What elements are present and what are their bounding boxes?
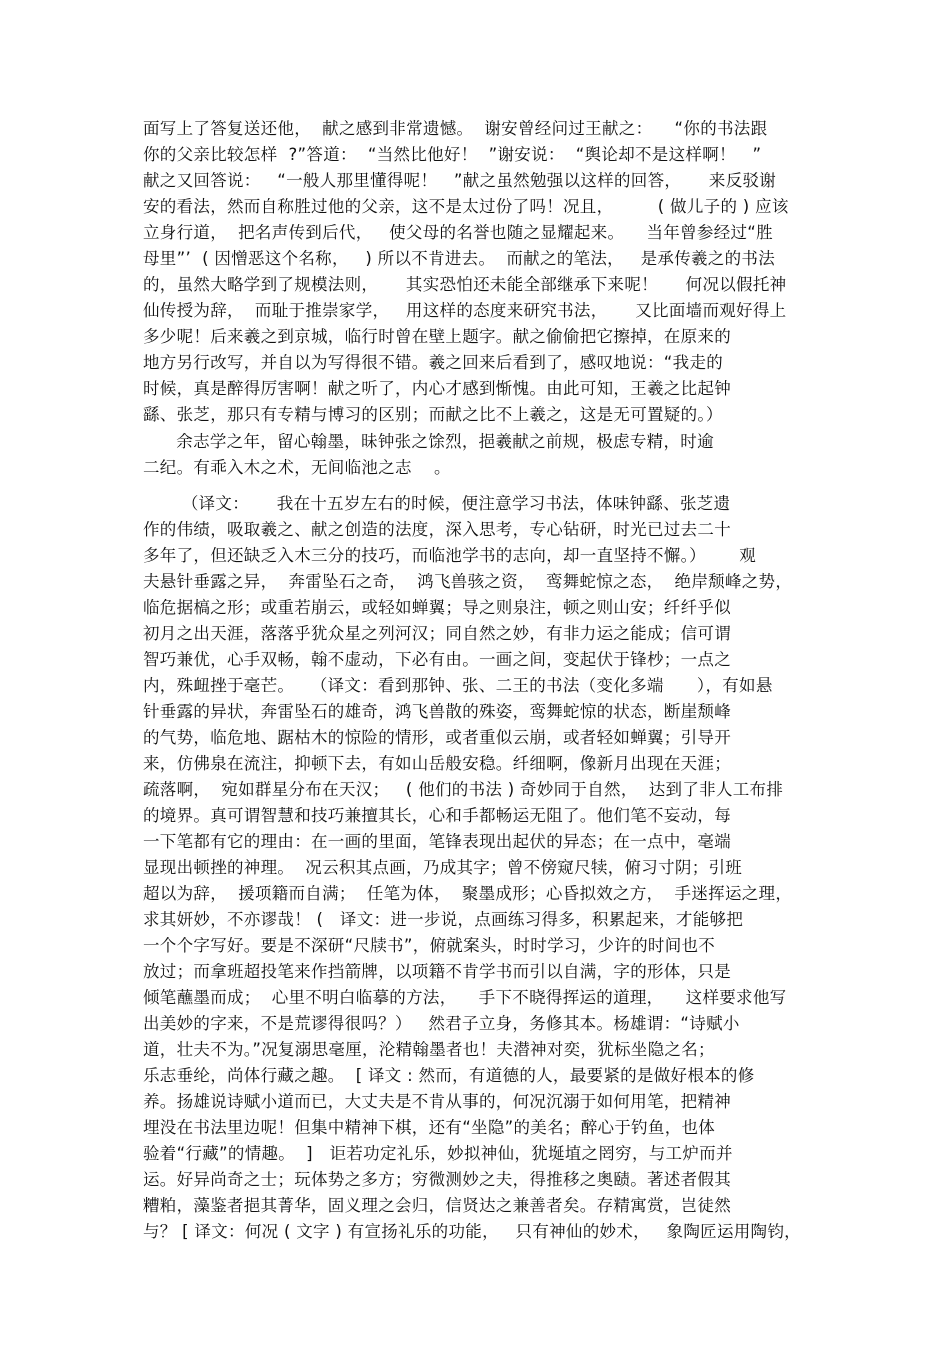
text-line: 面写上了答复送还他， 献之感到非常遗憾。 谢安曾经问过王献之： “你的书法跟: [143, 119, 768, 138]
text-line: 一下笔都有它的理由：在一画的里面，笔锋表现出起伏的异态；在一点中，毫端: [143, 832, 731, 851]
text-line: 夫悬针垂露之异， 奔雷坠石之奇， 鸿飞兽骇之资， 鸾舞蛇惊之态， 绝岸颓峰之势，: [143, 572, 793, 591]
text-line: （译文： 我在十五岁左右的时候，便注意学习书法，体味钟繇、张芝遗: [143, 494, 731, 513]
text-line: 你的父亲比较怎样 ?”答道： “当然比他好！ ”谢安说： “舆论却不是这样啊！ ”: [143, 145, 762, 164]
text-line: 运。好异尚奇之士；玩体势之多方；穷微测妙之夫，得推移之奥赜。著述者假其: [143, 1170, 731, 1189]
text-line: 埋没在书法里边呢！但集中精神下棋，还有“坐隐”的美名；醉心于钓鱼，也体: [143, 1118, 716, 1137]
text-line: 临危据槁之形；或重若崩云，或轻如蝉翼；导之则泉注，顿之则山安；纤纤乎似: [143, 598, 731, 617]
text-line: 的，虽然大略学到了规模法则， 其实恐怕还未能全部继承下来呢！ 何况以假托神: [143, 275, 787, 294]
paragraph-1: [143, 116, 789, 428]
text-line: 母里”’ ( 因憎恶这个名称， ) 所以不肯进去。 而献之的笔法， 是承传羲之的书法: [143, 249, 776, 268]
text-line: 仙传授为辞， 而耻于推崇家学， 用这样的态度来研究书法， 又比面墙而观好得上: [143, 301, 787, 320]
text-line: 养。扬雄说诗赋小道而已，大丈夫是不肯从事的，何况沉溺于如何用笔，把精神: [143, 1092, 731, 1111]
text-line: 安的看法，然而自称胜过他的父亲，这不是太过份了吗！况且， ( 做儿子的 ) 应该: [143, 197, 789, 216]
paragraph-2: [143, 429, 714, 481]
paragraph-3: [143, 491, 801, 1245]
text-line: 疏落啊， 宛如群星分布在天汉； ( 他们的书法 ) 奇妙同于自然， 达到了非人工布排: [143, 780, 784, 799]
text-line: 验着“行藏”的情趣。 ] 讵若功定礼乐，妙拟神仙，犹埏埴之罔穷，与工炉而并: [143, 1144, 733, 1163]
text-line: 一个个字写好。要是不深研“尺牍书”，俯就案头，时时学习，少许的时间也不: [143, 936, 716, 955]
text-line: 多少呢！后来羲之到京城，临行时曾在壁上题字。献之偷偷把它擦掉，在原来的: [143, 327, 731, 346]
text-line: 时候，真是醉得厉害啊！献之听了，内心才感到惭愧。由此可知，王羲之比起钟: [143, 379, 731, 398]
text-line: 显现出顿挫的神理。 况云积其点画，乃成其字；曾不傍窥尺犊，俯习寸阴；引班: [143, 858, 743, 877]
text-line: 针垂露的异状，奔雷坠石的雄奇，鸿飞兽散的殊姿，鸾舞蛇惊的状态，断崖颓峰: [143, 702, 731, 721]
text-line: 二纪。有乖入木之术，无间临池之志 。: [143, 458, 451, 477]
text-line: 立身行道， 把名声传到后代， 使父母的名誉也随之显耀起来。 当年曾参经过“胜: [143, 223, 773, 242]
text-line: 来，仿佛泉在流注，抑顿下去，有如山岳般安稳。纤细啊，像新月出现在天涯；: [143, 754, 731, 773]
text-line: 道，壮夫不为。”况复溺思毫厘，沦精翰墨者也！夫潜神对奕，犹标坐隐之名；: [143, 1040, 715, 1059]
text-line: 繇、张芝，那只有专精与博习的区别；而献之比不上羲之，这是无可置疑的。）: [143, 405, 723, 424]
text-line: 的境界。真可谓智慧和技巧兼擅其长，心和手都畅运无阻了。他们笔不妄动，每: [143, 806, 731, 825]
text-line: 内，殊衄挫于毫芒。 （译文：看到那钟、张、二王的书法（变化多端 ），有如悬: [143, 676, 773, 695]
text-line: 放过；而拿班超投笔来作挡箭牌，以项籍不肯学书而引以自满，字的形体，只是: [143, 962, 731, 981]
text-line: 作的伟绩，吸取羲之、献之创造的法度，深入思考，专心钻研，时光已过去二十: [143, 520, 731, 539]
text-line: 与？ [ 译文：何况 ( 文字 ) 有宣扬礼乐的功能， 只有神仙的妙术， 象陶匠运用陶钧，: [143, 1222, 801, 1241]
text-line: 求其妍妙，不亦谬哉！ ( 译文：进一步说，点画练习得多，积累起来，才能够把: [143, 910, 744, 929]
text-line: 献之又回答说： “一般人那里懂得呢！ ”献之虽然勉强以这样的回答， 来反驳谢: [143, 171, 777, 190]
text-line: 乐志垂纶，尚体行藏之趣。 [ 译文 : 然而，有道德的人，最要紧的是做好根本的修: [143, 1066, 755, 1085]
text-line: 的气势，临危地、踞枯木的惊险的情形，或者重似云崩，或者轻如蝉翼；引导开: [143, 728, 731, 747]
text-line: 超以为辞， 援项籍而自满； 任笔为体， 聚墨成形；心昏拟效之方， 手迷挥运之理，: [143, 884, 793, 903]
text-line: 智巧兼优，心手双畅，翰不虚动，下必有由。一画之间，变起伏于锋杪；一点之: [143, 650, 731, 669]
text-line: 余志学之年，留心翰墨，昧钟张之馀烈，挹羲献之前规，极虑专精，时逾: [143, 432, 714, 451]
text-line: 糟粕，藻鉴者挹其菁华，固义理之会归，信贤达之兼善者矣。存精寓赏，岂徒然: [143, 1196, 731, 1215]
text-line: 多年了，但还缺乏入木三分的技巧，而临池学书的志向，却一直坚持不懈。） 观: [143, 546, 757, 565]
text-line: 初月之出天涯，落落乎犹众星之列河汉；同自然之妙，有非力运之能成；信可谓: [143, 624, 731, 643]
text-line: 倾笔蘸墨而成； 心里不明白临摹的方法， 手下不晓得挥运的道理， 这样要求他写: [143, 988, 787, 1007]
text-line: 出美妙的字来，不是荒谬得很吗？） 然君子立身，务修其本。杨雄谓：“诗赋小: [143, 1014, 740, 1033]
text-line: 地方另行改写，并自以为写得很不错。羲之回来后看到了，感叹地说：“我走的: [143, 353, 724, 372]
